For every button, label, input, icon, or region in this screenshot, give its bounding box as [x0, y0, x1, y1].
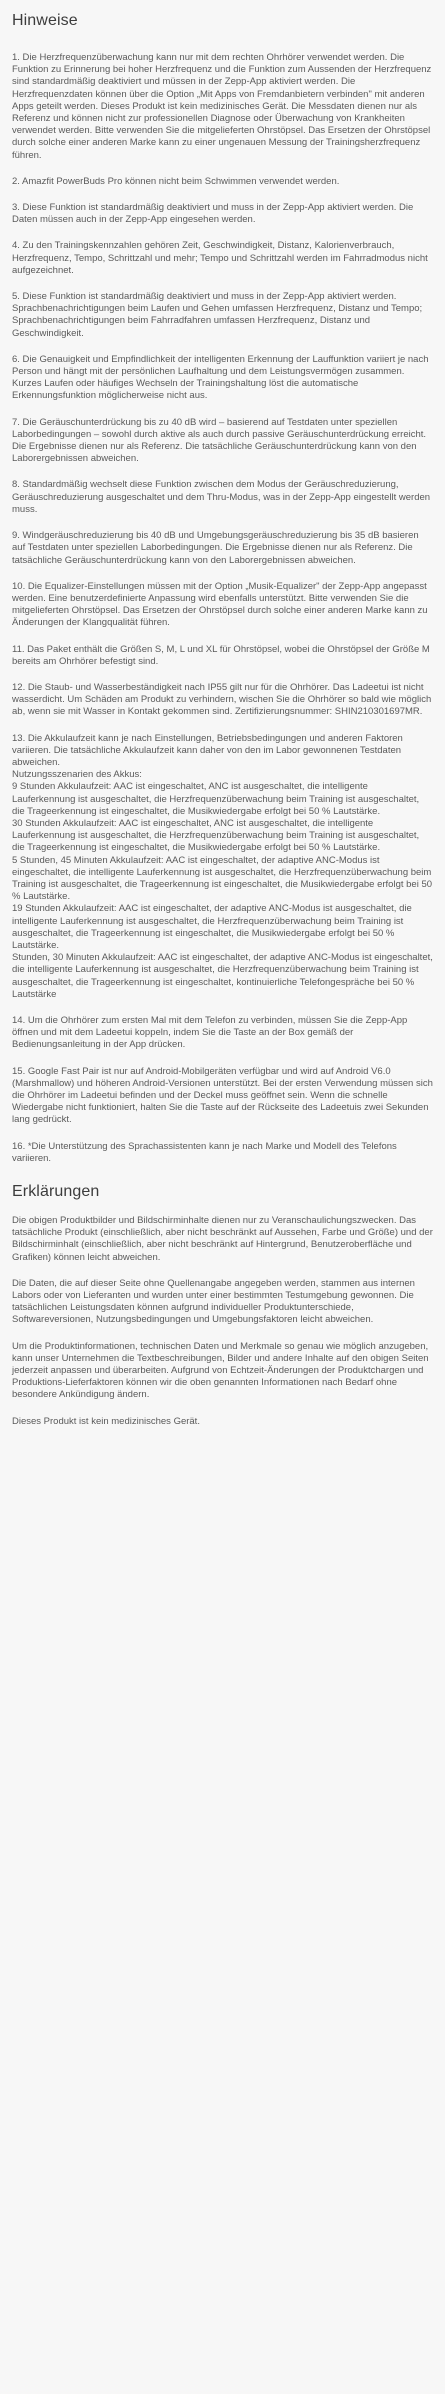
- explanation-paragraph: Die Daten, die auf dieser Seite ohne Quellenangabe angegeben werden, stammen aus internen Labors oder von Lieferanten und wurden unter einer bestimmten Testumgebung gewonnen. Die tatsächlichen Leistungsdaten können aufgrund individueller Produktunterschiede, Softwareversionen, Nutzungsbedingungen und Umgebungsfaktoren leicht abweichen.: [12, 1277, 415, 1326]
- hint-13: 13. Die Akkulaufzeit kann je nach Einstellungen, Betriebsbedingungen und anderen Faktoren variieren. Die tatsächliche Akkulaufzeit kann daher von den im Labor gewonnenen Testdaten abweichen. Nutzungsszenarien des Akkus: 9 Stunden Akkulaufzeit: AAC ist eingeschaltet, ANC ist ausgeschaltet, die intelligente Lauferkennung ist ausgeschaltet, die Herzfrequenzüberwachung beim Training ist ausgeschaltet, die Trageerkennung ist eingeschaltet, die Musikwiedergabe erfolgt bei 50 % Lautstärke. 30 Stunden Akkulaufzeit: AAC ist eingeschaltet, ANC ist ausgeschaltet, die intelligente Lauferkennung ist ausgeschaltet, die Herzfrequenzüberwachung beim Training ist ausgeschaltet, die Trageerkennung ist eingeschaltet, die Musikwiedergabe erfolgt bei 50 % Lautstärke. 5 Stunden, 45 Minuten Akkulaufzeit: AAC ist eingeschaltet, der adaptive ANC-Modus ist eingeschaltet, die intelligente Lauferkennung ist ausgeschaltet, die Herzfrequenzüberwachung beim Training ist ausgeschaltet, die Trageerkennung ist eingeschaltet, die Musikwiedergabe erfolgt bei 50 % Lautstärke. 19 Stunden Akkulaufzeit: AAC ist eingeschaltet, der adaptive ANC-Modus ist ausgeschaltet, die intelligente Lauferkennung ist ausgeschaltet, die Herzfrequenzüberwachung beim Training ist ausgeschaltet, die Trageerkennung ist eingeschaltet, die Musikwiedergabe erfolgt bei 50 % Lautstärke. Stunden, 30 Minuten Akkulaufzeit: AAC ist eingeschaltet, der adaptive ANC-Modus ist eingeschaltet, die intelligente Lauferkennung ist ausgeschaltet, die Herzfrequenzüberwachung beim Training ist ausgeschaltet, die Trageerkennung ist eingeschaltet, kontinuierliche Telefongespräche bei 50 % Lautstärke: [12, 732, 433, 1000]
- hint-16: 16. *Die Unterstützung des Sprachassistenten kann je nach Marke und Modell des Telefons variieren.: [12, 1140, 397, 1164]
- hint-2: 2. Amazfit PowerBuds Pro können nicht beim Schwimmen verwendet werden.: [12, 175, 340, 187]
- hint-15: 15. Google Fast Pair ist nur auf Android-Mobilgeräten verfügbar und wird auf Android V6.0 (Marshmallow) und höheren Android-Versionen unterstützt. Bei der ersten Verwendung müssen sich die Ohrhörer im Ladeetui befinden und der Deckel muss geöffnet sein. Wenn die schnelle Wiedergabe nicht funktioniert, halten Sie die Taste auf der Rückseite des Ladeetuis zwei Sekunden lang gedrückt.: [12, 1065, 433, 1126]
- hint-14: 14. Um die Ohrhörer zum ersten Mal mit dem Telefon zu verbinden, müssen Sie die Zepp-App öffnen und mit dem Ladeetui koppeln, indem Sie die Taste an der Box gemäß der Bedienungsanleitung in der App drücken.: [12, 1015, 408, 1051]
- hint-9: 9. Windgeräuschreduzierung bis 40 dB und Umgebungsgeräuschreduzierung bis 35 dB basieren auf Testdaten unter speziellen Laborbedingungen. Die Ergebnisse dienen nur als Referenz. Die tatsächliche Geräuschunterdrückung kann von den Laborergebnissen abweichen.: [12, 530, 419, 566]
- explanation-paragraph: Dieses Produkt ist kein medizinisches Gerät.: [12, 1415, 200, 1427]
- hint-1: 1. Die Herzfrequenzüberwachung kann nur mit dem rechten Ohrhörer verwendet werden. Die Funktion zu Erinnerung bei hoher Herzfrequenz und die Funktion zum Aussenden der Herzfrequenz sind standardmäßig deaktiviert und müssen in der Zepp-App aktiviert werden. Die Herzfrequenzdaten können über die Option „Mit Apps von Fremdanbietern verbinden" mit anderen Apps geteilt werden. Dieses Produkt ist kein medizinisches Gerät. Die Messdaten dienen nur als Referenz und können nicht zur professionellen Diagnose oder Überwachung von Krankheiten verwendet werden. Bitte verwenden Sie die mitgelieferten Ohrstöpsel. Das Ersetzen der Ohrstöpsel durch solche einer anderen Marke kann zu einer ungenauen Messung der Trainingsherzfrequenz führen.: [12, 52, 432, 161]
- explanation-paragraph: Die obigen Produktbilder und Bildschirminhalte dienen nur zu Veranschaulichungszwecken. Das tatsächliche Produkt (einschließlich, aber nicht beschränkt auf Aussehen, Farbe und Größe) und der Bildschirminhalt (einschließlich, aber nicht beschränkt auf Hintergrund, Benutzeroberfläche und Grafiken) können leicht abweichen.: [12, 1215, 433, 1263]
- hint-11: 11. Das Paket enthält die Größen S, M, L und XL für Ohrstöpsel, wobei die Ohrstöpsel der Größe M bereits am Ohrhörer befestigt sind.: [12, 643, 430, 667]
- hint-8: 8. Standardmäßig wechselt diese Funktion zwischen dem Modus der Geräuschreduzierung, Geräuschreduzierung ausgeschaltet und dem Thru-Modus, was in der Zepp-App eingestellt werden muss.: [12, 479, 431, 515]
- hint-6: 6. Die Genauigkeit und Empfindlichkeit der intelligenten Erkennung der Lauffunktion variiert je nach Person und hängt mit der persönlichen Laufhaltung und dem Leistungsvermögen zusammen. Kurzes Laufen oder häufiges Wechseln der Trainingshaltung löst die automatische Erkennungsfunktion möglicherweise nicht aus.: [12, 353, 429, 402]
- hint-7: 7. Die Geräuschunterdrückung bis zu 40 dB wird – basierend auf Testdaten unter speziellen Laborbedingungen – sowohl durch aktive als auch durch passive Geräuschunterdrückung erreicht. Die Ergebnisse dienen nur als Referenz. Die tatsächliche Geräuschunterdrückung kann von den Laborergebnissen abweichen.: [12, 416, 427, 465]
- explanation-paragraph: Um die Produktinformationen, technischen Daten und Merkmale so genau wie möglich anzugeben, kann unser Unternehmen die Textbeschreibungen, Bilder und andere Inhalte auf den obigen Seiten jederzeit anpassen und überarbeiten. Aufgrund von Echtzeit-Änderungen der Produktchargen und Produktions-Lieferfaktoren können wir die oben genannten Informationen nach Bedarf ohne besondere Ankündigung ändern.: [12, 1340, 429, 1401]
- hints-heading: Hinweise: [12, 12, 78, 29]
- hint-4: 4. Zu den Trainingskennzahlen gehören Zeit, Geschwindigkeit, Distanz, Kalorienverbrauch, Herzfrequenz, Tempo, Schrittzahl und mehr; Tempo und Schrittzahl werden im Fahrradmodus nicht aufgezeichnet.: [12, 240, 428, 276]
- hint-10: 10. Die Equalizer-Einstellungen müssen mit der Option „Musik-Equalizer" der Zepp-App angepasst werden. Eine benutzerdefinierte Anpassung wird ebenfalls unterstützt. Bitte verwenden Sie die mitgelieferten Ohrstöpsel. Das Ersetzen der Ohrstöpsel durch solche einer anderen Marke kann zu Änderungen der Klangqualität führen.: [12, 580, 428, 629]
- hint-3: 3. Diese Funktion ist standardmäßig deaktiviert und muss in der Zepp-App aktiviert werden. Die Daten müssen auch in der Zepp-App eingesehen werden.: [12, 202, 414, 226]
- explanations-heading: Erklärungen: [12, 1183, 100, 1201]
- hint-12: 12. Die Staub- und Wasserbeständigkeit nach IP55 gilt nur für die Ohrhörer. Das Ladeetui ist nicht wasserdicht. Um Schäden am Produkt zu verhindern, wischen Sie die Ohrhörer so bald wie möglich ab, wenn sie mit Wasser in Kontakt gekommen sind. Zertifizierungsnummer: SHIN210301697MR.: [12, 681, 432, 718]
- hint-5: 5. Diese Funktion ist standardmäßig deaktiviert und muss in der Zepp-App aktiviert werden. Sprachbenachrichtigungen beim Laufen und Gehen umfassen Herzfrequenz, Distanz und Tempo; Sprachbenachrichtigungen beim Fahrradfahren umfassen Herzfrequenz, Distanz und Geschwindigkeit.: [12, 291, 423, 339]
